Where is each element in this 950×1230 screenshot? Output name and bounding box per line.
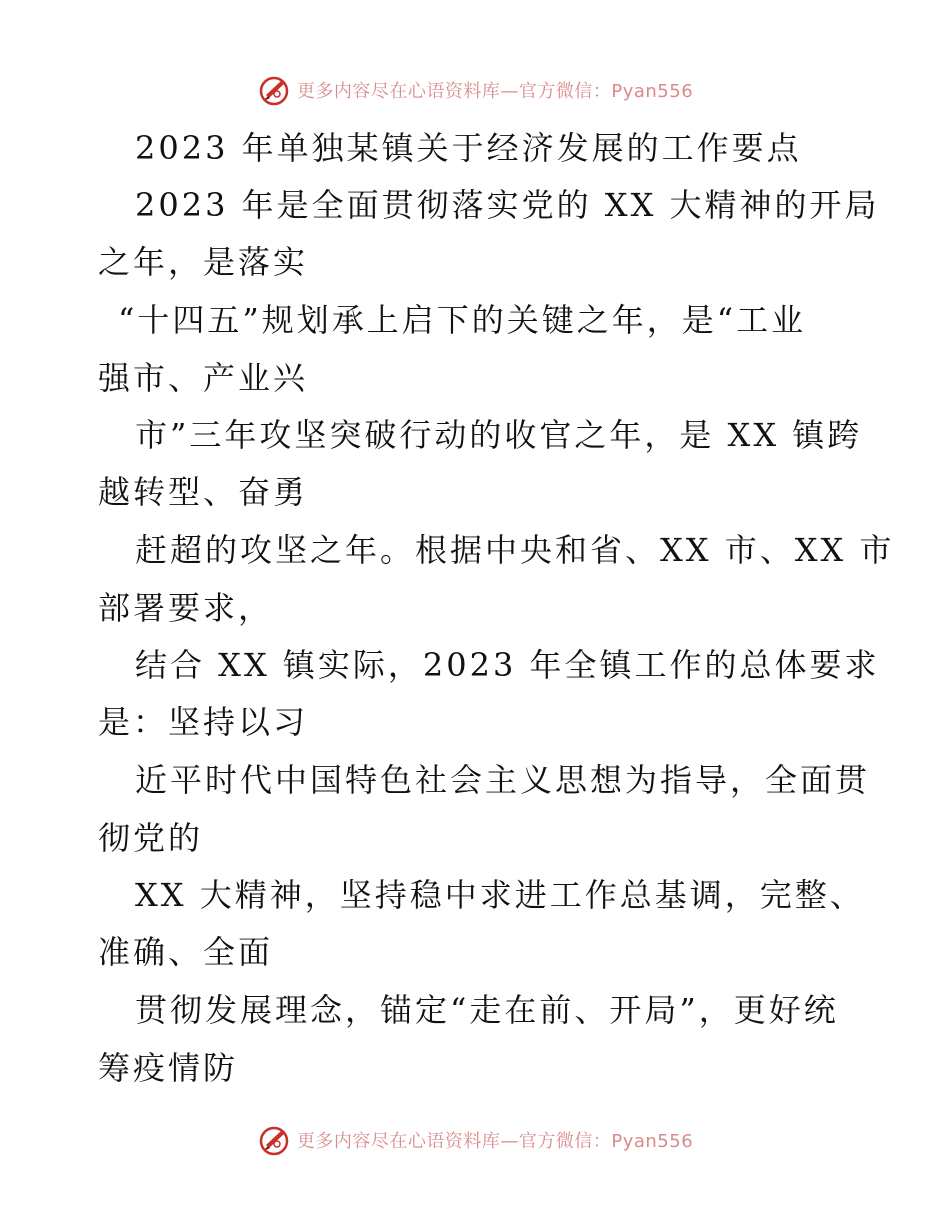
paragraph-line: 赶超的攻坚之年。根据中央和省、XX 市、XX 市 [135, 531, 895, 569]
paragraph-line: 近平时代中国特色社会主义思想为指导，全面贯 [135, 761, 871, 799]
watermark-text: 更多内容尽在心语资料库—官方微信：Pyan556 [296, 1131, 694, 1152]
paragraph-line: 强市、产业兴 [98, 359, 309, 397]
footer-watermark [0, 1120, 950, 1160]
paragraph-line: 2023 年是全面贯彻落实党的 XX 大精神的开局 [135, 186, 880, 224]
paragraph-line: 越转型、奋勇 [98, 473, 309, 511]
paragraph-line: 是：坚持以习 [98, 703, 309, 741]
paragraph-line: 结合 XX 镇实际，2023 年全镇工作的总体要求 [135, 646, 880, 684]
header-watermark [0, 70, 950, 110]
pen-seal-logo-icon [257, 73, 291, 107]
paragraph-line: 彻党的 [98, 819, 204, 857]
paragraph-line: 部署要求， [98, 589, 274, 627]
paragraph-line: 筹疫情防 [98, 1049, 239, 1087]
paragraph-line: 贯彻发展理念，锚定“走在前、开局”，更好统 [135, 991, 839, 1029]
paragraph-line: XX 大精神，坚持稳中求进工作总基调，完整、 [135, 876, 865, 914]
paragraph-line: “十四五”规划承上启下的关键之年，是“工业 [118, 301, 807, 339]
pen-seal-logo-icon [257, 1123, 291, 1157]
watermark-text: 更多内容尽在心语资料库—官方微信：Pyan556 [296, 81, 694, 102]
paragraph-line: 准确、全面 [98, 933, 274, 971]
paragraph-line: 市”三年攻坚突破行动的收官之年，是 XX 镇跨 [135, 416, 863, 454]
document-title: 2023 年单独某镇关于经济发展的工作要点 [135, 129, 802, 167]
paragraph-line: 之年，是落实 [98, 243, 309, 281]
